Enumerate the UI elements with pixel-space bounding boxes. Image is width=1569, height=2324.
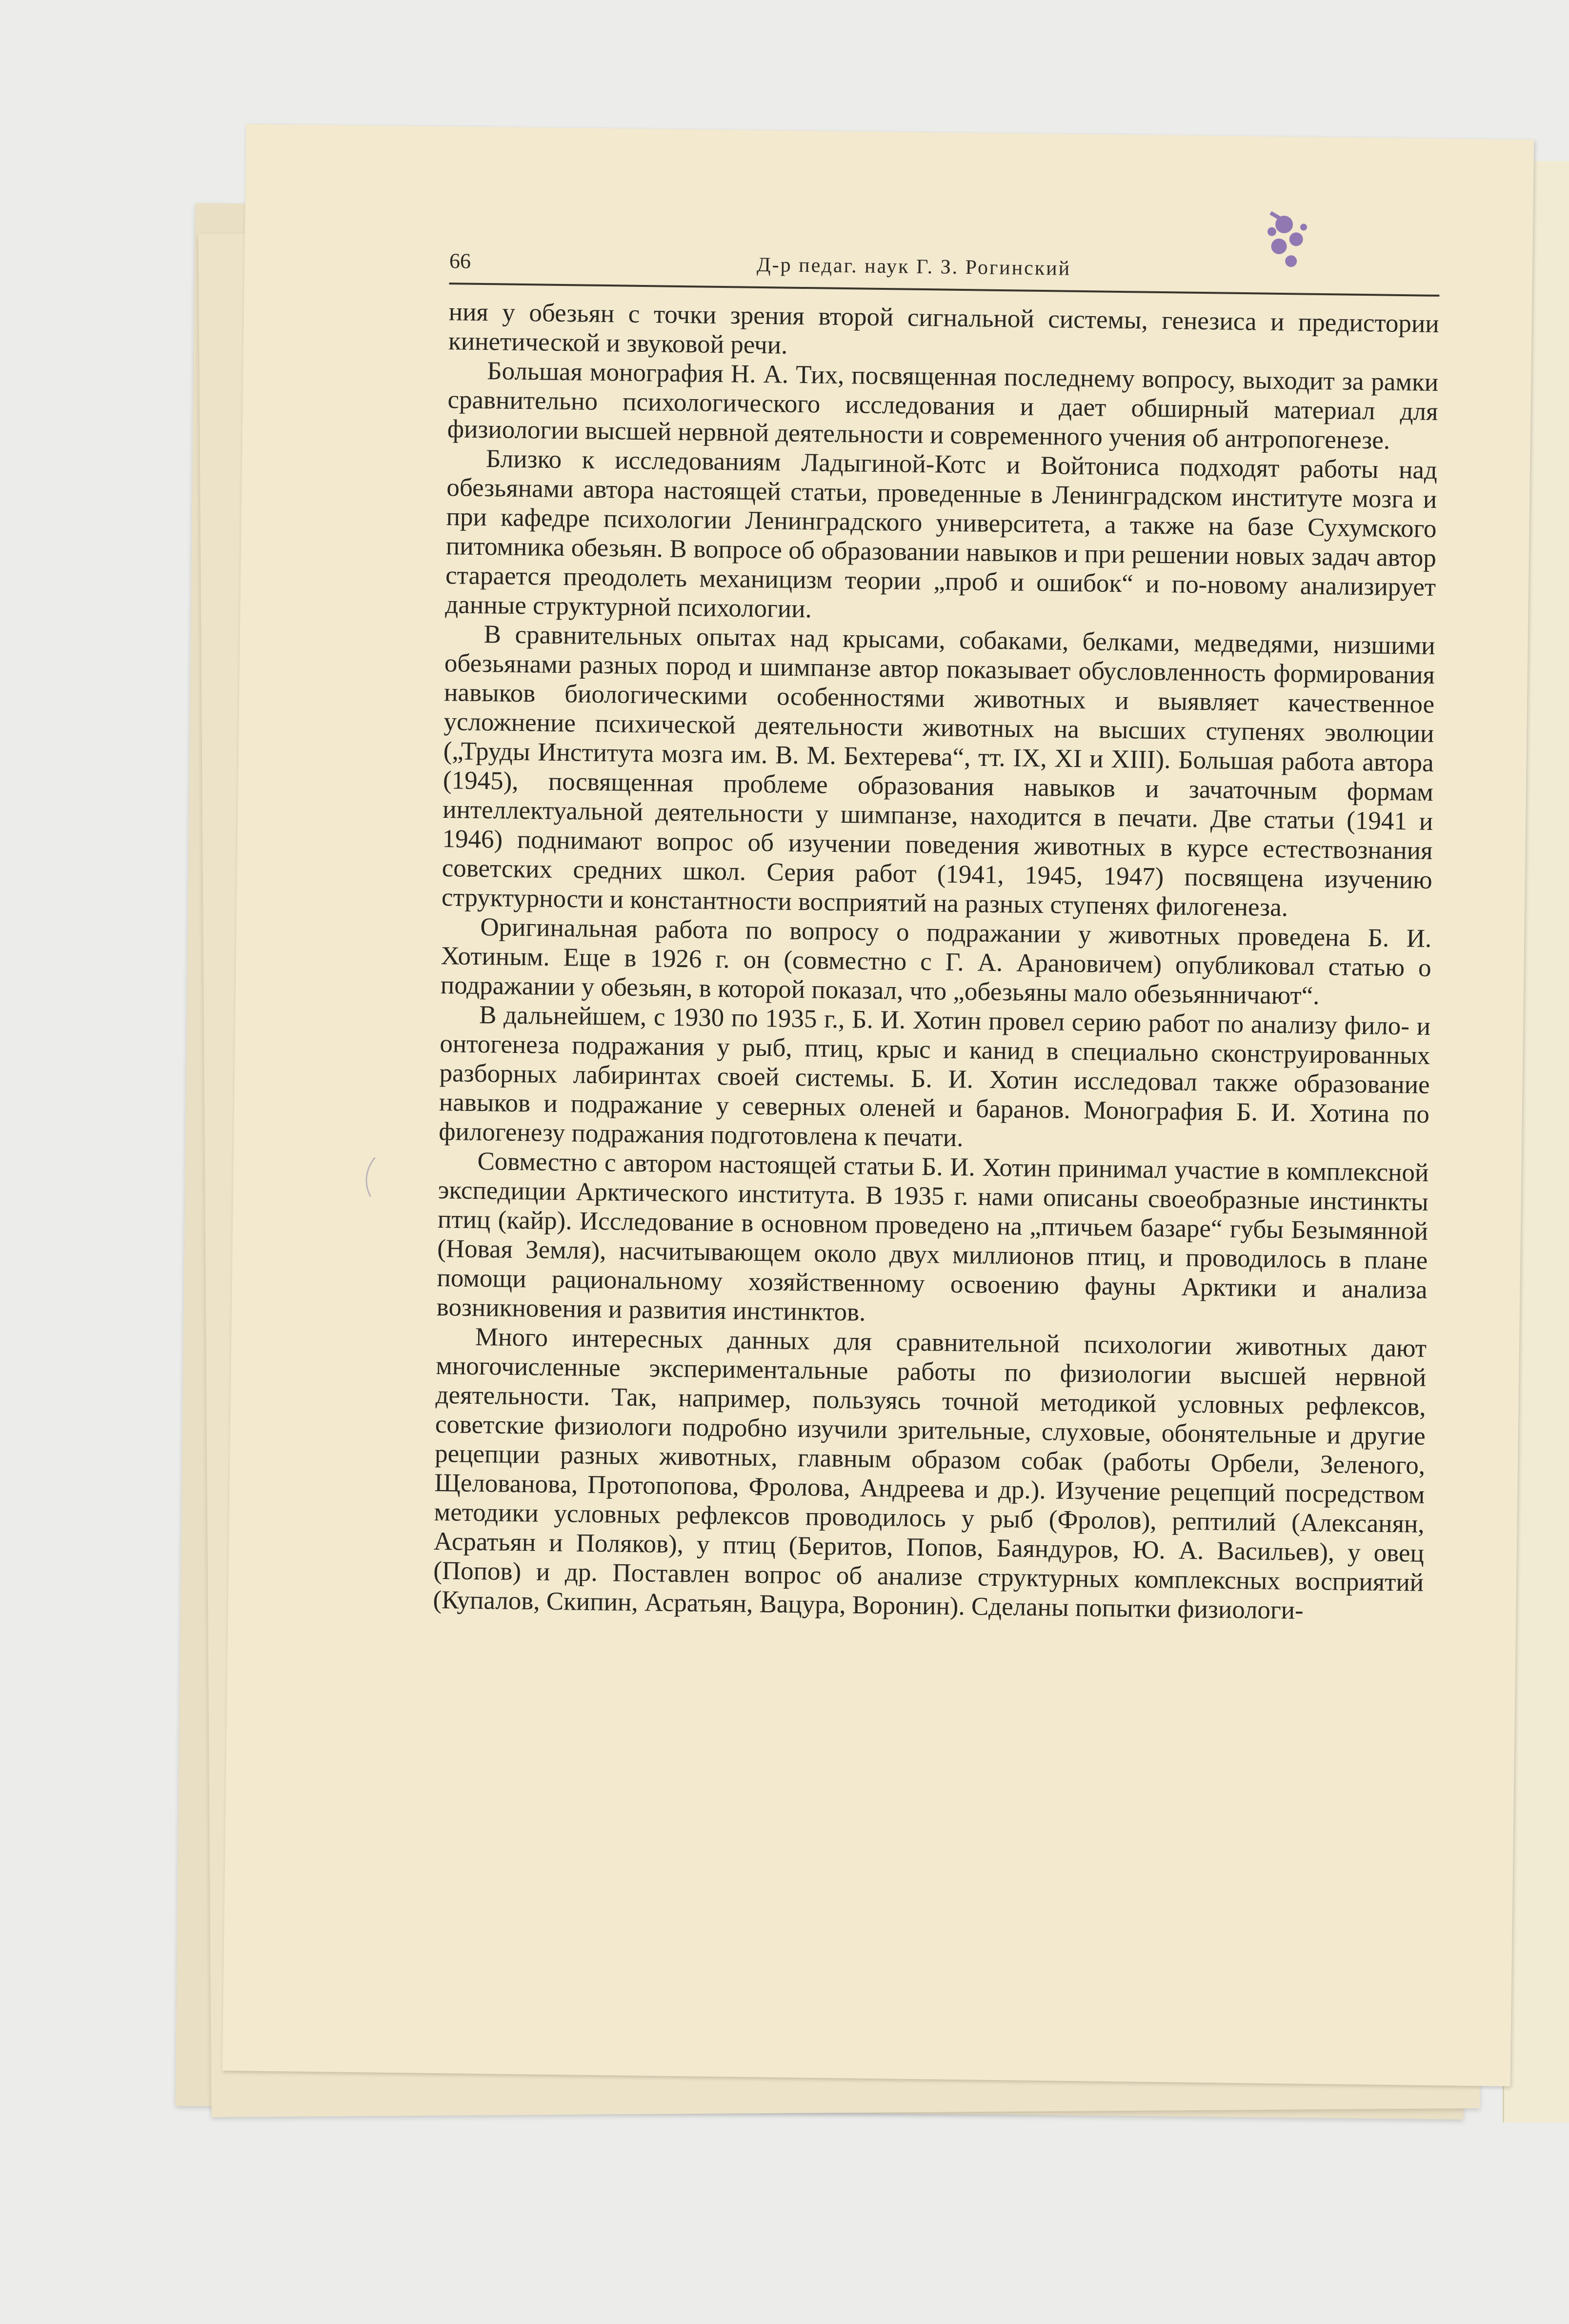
- paragraph: В сравнительных опытах над крысами, собаками, белками, медведями, низшими обезьянами разных пород и шимпанзе автор показывает обусловленность формирования навыков биологическими особенностями животных и выявляет качественное усложнение психической деятельности животных на высших ступенях эволюции („Труды Института мозга им. В. М. Бехтерева“, тт. IX, XI и XIII). Большая работа автора (1945), посвященная проблеме образования навыков и зачаточным формам интеллектуальной деятельности у шимпанзе, находится в печати. Две статьи (1941 и 1946) поднимают вопрос об изучении поведения животных в курсе естествознания советских средних школ. Серия работ (1941, 1945, 1947) посвящена изучению структурности и константности восприятий на разных ступенях филогенеза.: [441, 620, 1435, 922]
- book-page: [222, 124, 1534, 2086]
- body-text: [433, 297, 1439, 1627]
- paragraph: В дальнейшем, с 1930 по 1935 г., Б. И. Хотин провел серию работ по анализу фило- и онтогенеза подражания у рыб, птиц, крыс и канид в специально сконструированных разборных лабиринтах своей системы. Б. И. Хотин исследовал также образование навыков и подражание у северных оленей и баранов. Монография Б. И. Хотина по филогенезу подражания подготовлена к печати.: [438, 1000, 1431, 1152]
- running-head: Д-р педаг. наук Г. З. Рогинский: [756, 253, 1071, 280]
- pencil-annotation-mark: [360, 1155, 380, 1199]
- page-number: 66: [449, 249, 471, 273]
- paragraph: Много интересных данных для сравнительной психологии животных дают многочисленные экспериментальные работы по физиологии высшей нервной деятельности. Так, например, пользуясь точной методикой условных рефлексов, советские физиологи подробно изучили зрительные, слуховые, обонятельные и другие рецепции разных животных, главным образом собак (работы Орбели, Зеленого, Щелованова, Протопопова, Фролова, Андреева и др.). Изучение рецепций посредством методики условных рефлексов проводилось у рыб (Фролов), рептилий (Алексанян, Асратьян и Поляков), у птиц (Беритов, Попов, Баяндуров, Ю. А. Васильев), у овец (Попов) и др. Поставлен вопрос об анализе структурных комплексных восприятий (Купалов, Скипин, Асратьян, Вацура, Воронин). Сделаны попытки физиологи-: [433, 1322, 1427, 1625]
- paragraph: ния у обезьян с точки зрения второй сигнальной системы, генезиса и предистории кинетической и звуковой речи.: [448, 298, 1440, 360]
- paragraph: Совместно с автором настоящей статьи Б. И. Хотин принимал участие в комплексной экспедиции Арктического института. В 1935 г. нами описаны своеобразные инстинкты птиц (кайр). Исследование в основном проведено на „птичьем базаре“ губы Безымянной (Новая Земля), насчитывающем около двух миллионов птиц, и проводилось в плане помощи рациональному хозяйственному освоению фауны Арктики и анализа возникновения и развития инстинктов.: [436, 1147, 1429, 1327]
- paragraph: Близко к исследованиям Ладыгиной-Котс и Войтониса подходят работы над обезьянами автора настоящей статьи, проведенные в Ленинградском институте мозга и при кафедре психологии Ленинградского университета, а также на базе Сухумского питомника обезьян. В вопросе об образовании навыков и при решении новых задач автор старается преодолеть механицизм теории „проб и ошибок“ и по-новому анализирует данные структурной психологии.: [445, 445, 1438, 624]
- paragraph: Оригинальная работа по вопросу о подражании у животных проведена Б. И. Хотиным. Еще в 1926 г. он (совместно с Г. А. Арановичем) опубликовал статью о подражании у обезьян, в которой показал, что „обезьяны мало обезьянничают“.: [440, 913, 1432, 1010]
- paragraph: Большая монография Н. А. Тих, посвященная последнему вопросу, выходит за рамки сравнительно психологического исследования и дает обширный материал для физиологии высшей нервной деятельности и современного учения об антропогенезе.: [447, 357, 1439, 455]
